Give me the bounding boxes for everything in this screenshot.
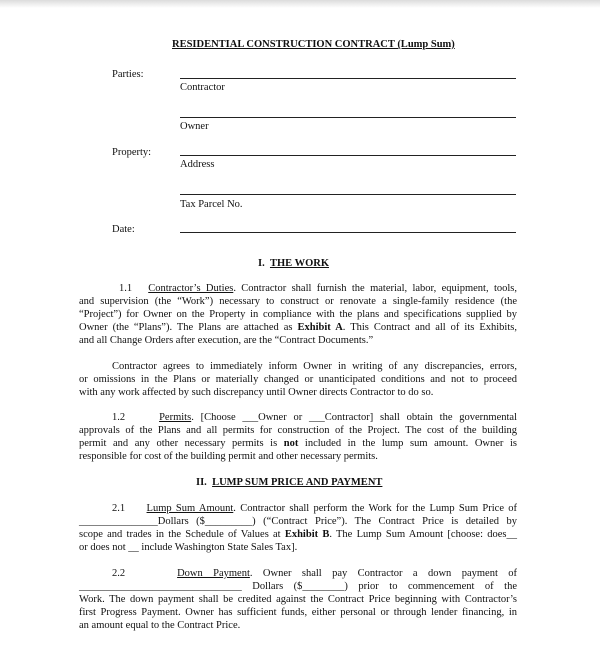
property-label: Property: <box>112 147 152 158</box>
para-2-1-line-4: or does not __ include Washington State Sales Tax]. <box>79 542 298 553</box>
para-1-1-line-5: and all Change Orders after execution, are the “Contract Documents.” <box>79 335 374 346</box>
para-1-2-line-3b: included in the lump sum amount. Owner is <box>298 438 517 449</box>
paragraph-2-2 <box>79 567 517 632</box>
para-1-1b-line-2: or omissions in the Plans or materially changed or unanticipated conditions and not to proceed <box>79 374 517 385</box>
para-1-2-number: 1.2 <box>112 412 126 423</box>
para-1-1-line-3: “Project”) for Owner on the Property in compliance with the plans and specifications supplied by <box>79 309 517 320</box>
para-1-1-line-2: and supervision (the “Work”) necessary to construct or renovate a single-family residence (the <box>79 296 517 307</box>
exhibit-b-ref: Exhibit B <box>284 529 330 540</box>
section-2-heading <box>196 476 382 489</box>
para-2-2-title: Down Payment <box>177 568 250 579</box>
tax-parcel-line[interactable] <box>180 194 516 195</box>
address-label: Address <box>180 159 215 170</box>
para-1-2-line-1: . [Choose ___Owner or ___Contractor] shall obtain the governmental <box>191 412 517 423</box>
contractor-line[interactable] <box>180 78 516 79</box>
para-1-1-line-4b: . This Contract and all of its Exhibits, <box>342 322 517 333</box>
para-2-1-title: Lump Sum Amount <box>146 503 234 514</box>
para-1-2-line-2: approvals of the Plans and all permits for construction of the Project. The cost of the building <box>79 425 517 436</box>
para-1-2-line-4: responsible for cost of the building permit and other necessary permits. <box>79 451 378 462</box>
para-2-1-line-3b: . The Lump Sum Amount [choose: does__ <box>329 529 517 540</box>
tax-parcel-label: Tax Parcel No. <box>180 199 243 210</box>
para-1-1b-line-1: Contractor agrees to immediately inform Owner in writing of any discrepancies, errors, <box>112 361 517 372</box>
address-line[interactable] <box>180 155 516 156</box>
para-2-2-line-2: _______________________________ Dollars ($________) prior to commencement of the <box>79 581 517 592</box>
para-1-1-line-4a: Owner (the “Plans”). The Plans are attached as <box>79 322 298 333</box>
paragraph-1-1 <box>79 282 517 347</box>
para-2-2-line-3: Work. The down payment shall be credited against the Contract Price beginning with Contractor’s <box>79 594 517 605</box>
section-2-number: II. <box>196 477 207 488</box>
para-1-1-title: Contractor’s Duties <box>148 283 234 294</box>
document-title: RESIDENTIAL CONSTRUCTION CONTRACT (Lump Sum) <box>172 39 455 50</box>
paragraph-2-1 <box>79 502 517 554</box>
section-1-title: THE WORK <box>269 258 329 269</box>
paragraph-1-2 <box>79 411 517 463</box>
not-emphasis: not <box>283 438 299 449</box>
section-1-number: I. <box>258 258 265 269</box>
paragraph-1-1b <box>79 360 517 399</box>
para-1-1-number: 1.1 <box>119 283 133 294</box>
owner-label: Owner <box>180 121 209 132</box>
para-1-1-line-1: . Contractor shall furnish the material, labor, equipment, tools, <box>233 283 517 294</box>
para-1-2-title: Permits <box>159 412 192 423</box>
para-2-1-line-1: . Contractor shall perform the Work for the Lump Sum Price of <box>233 503 518 514</box>
date-label: Date: <box>112 224 135 235</box>
para-1-1b-line-3: with any work affected by such discrepancy until Owner directs Contractor to do so. <box>79 387 434 398</box>
date-line[interactable] <box>180 232 516 233</box>
para-2-2-line-4: first Progress Payment. Owner has sufficient funds, either personal or through lender financing, in <box>79 607 517 618</box>
parties-label: Parties: <box>112 69 144 80</box>
para-2-1-number: 2.1 <box>112 503 126 514</box>
owner-line[interactable] <box>180 117 516 118</box>
para-1-2-line-3a: permit and any other necessary permits is <box>79 438 284 449</box>
para-2-1-line-2: _______________Dollars ($_________) (“Contract Price”). The Contract Price is detailed by <box>79 516 517 527</box>
exhibit-a-ref: Exhibit A <box>297 322 343 333</box>
section-2-title: LUMP SUM PRICE AND PAYMENT <box>212 477 383 488</box>
para-2-1-line-3a: scope and trades in the Schedule of Values at <box>79 529 285 540</box>
para-2-2-number: 2.2 <box>112 568 126 579</box>
contractor-label: Contractor <box>180 82 225 93</box>
para-2-2-line-5: an amount equal to the Contract Price. <box>79 620 241 631</box>
section-1-heading <box>258 257 329 270</box>
para-2-2-line-1: . Owner shall pay Contractor a down payment of <box>249 568 517 579</box>
